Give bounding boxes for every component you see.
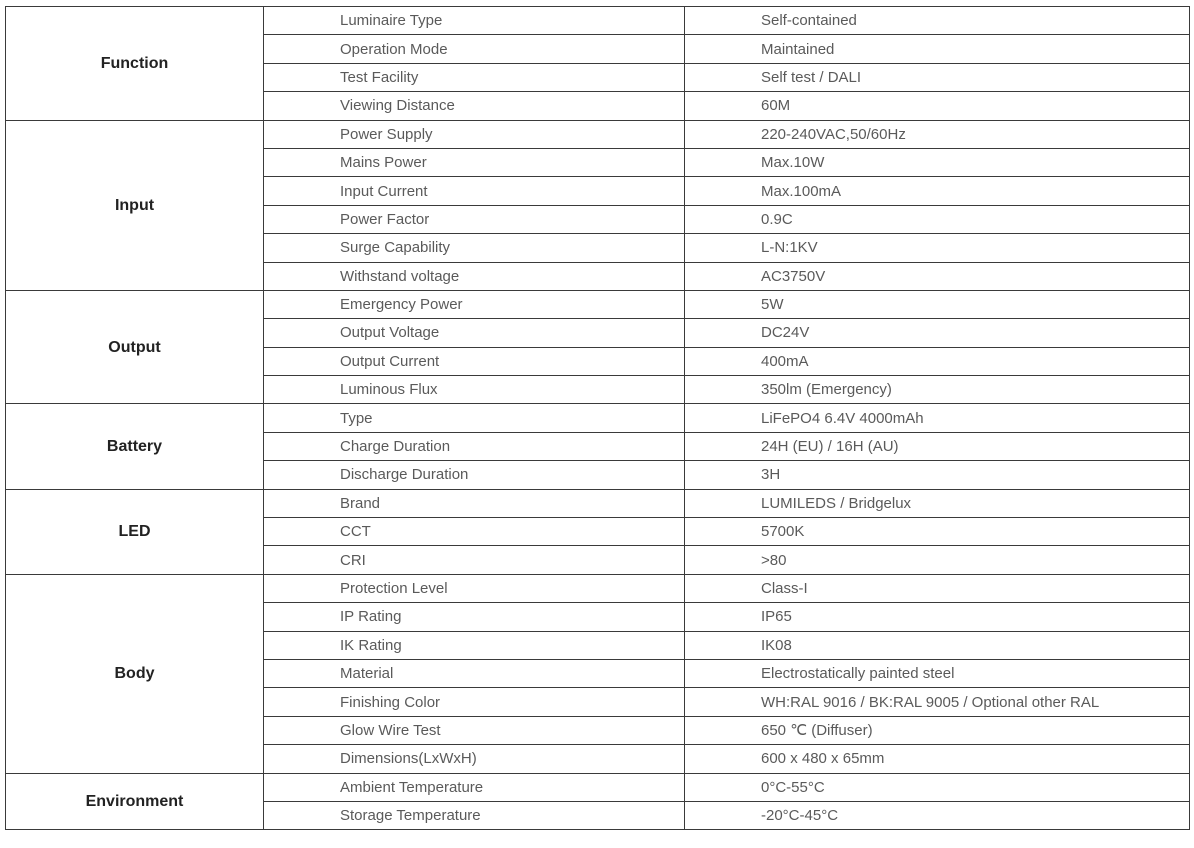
group-label: Output (6, 290, 264, 404)
parameter-name: Type (264, 404, 685, 432)
parameter-name: CCT (264, 518, 685, 546)
parameter-name: Ambient Temperature (264, 773, 685, 801)
parameter-value: 0.9C (685, 205, 1190, 233)
parameter-value: Max.100mA (685, 177, 1190, 205)
parameter-name: Viewing Distance (264, 92, 685, 120)
parameter-value: 650 ℃ (Diffuser) (685, 716, 1190, 744)
parameter-value: 60M (685, 92, 1190, 120)
parameter-name: Luminaire Type (264, 7, 685, 35)
table-row (6, 120, 1190, 148)
group-label: Body (6, 574, 264, 773)
parameter-name: Test Facility (264, 63, 685, 91)
parameter-value: >80 (685, 546, 1190, 574)
parameter-name: Storage Temperature (264, 801, 685, 829)
parameter-value: 5W (685, 290, 1190, 318)
parameter-value: 220-240VAC,50/60Hz (685, 120, 1190, 148)
group-label: Environment (6, 773, 264, 830)
parameter-name: Emergency Power (264, 290, 685, 318)
parameter-value: Self-contained (685, 7, 1190, 35)
parameter-name: IK Rating (264, 631, 685, 659)
parameter-value: DC24V (685, 319, 1190, 347)
table-row (6, 773, 1190, 801)
group-label: Function (6, 7, 264, 121)
parameter-value: Self test / DALI (685, 63, 1190, 91)
parameter-value: LiFePO4 6.4V 4000mAh (685, 404, 1190, 432)
parameter-name: Discharge Duration (264, 461, 685, 489)
parameter-value: Class-I (685, 574, 1190, 602)
parameter-value: Maintained (685, 35, 1190, 63)
parameter-value: Electrostatically painted steel (685, 659, 1190, 687)
parameter-value: L-N:1KV (685, 234, 1190, 262)
parameter-value: IK08 (685, 631, 1190, 659)
table-row (6, 290, 1190, 318)
table-row (6, 574, 1190, 602)
group-label: LED (6, 489, 264, 574)
parameter-value: IP65 (685, 603, 1190, 631)
group-label: Input (6, 120, 264, 290)
parameter-name: Power Supply (264, 120, 685, 148)
parameter-value: 5700K (685, 518, 1190, 546)
parameter-name: Mains Power (264, 148, 685, 176)
parameter-value: WH:RAL 9016 / BK:RAL 9005 / Optional other RAL (685, 688, 1190, 716)
parameter-name: Input Current (264, 177, 685, 205)
table-row (6, 489, 1190, 517)
parameter-name: Finishing Color (264, 688, 685, 716)
group-label: Battery (6, 404, 264, 489)
parameter-name: Output Voltage (264, 319, 685, 347)
parameter-name: Charge Duration (264, 432, 685, 460)
parameter-value: Max.10W (685, 148, 1190, 176)
parameter-name: Dimensions(LxWxH) (264, 745, 685, 773)
parameter-value: 600 x 480 x 65mm (685, 745, 1190, 773)
spec-table (5, 6, 1190, 830)
parameter-name: Material (264, 659, 685, 687)
parameter-name: Protection Level (264, 574, 685, 602)
parameter-name: Withstand voltage (264, 262, 685, 290)
table-row (6, 404, 1190, 432)
table-row (6, 7, 1190, 35)
parameter-value: AC3750V (685, 262, 1190, 290)
parameter-value: 0°C-55°C (685, 773, 1190, 801)
parameter-name: Brand (264, 489, 685, 517)
parameter-name: CRI (264, 546, 685, 574)
parameter-value: 350lm (Emergency) (685, 376, 1190, 404)
parameter-name: Glow Wire Test (264, 716, 685, 744)
parameter-value: 24H (EU) / 16H (AU) (685, 432, 1190, 460)
parameter-value: LUMILEDS / Bridgelux (685, 489, 1190, 517)
spec-table-body (6, 7, 1190, 830)
parameter-name: Output Current (264, 347, 685, 375)
parameter-name: Operation Mode (264, 35, 685, 63)
parameter-name: IP Rating (264, 603, 685, 631)
parameter-value: 3H (685, 461, 1190, 489)
parameter-name: Power Factor (264, 205, 685, 233)
parameter-name: Luminous Flux (264, 376, 685, 404)
parameter-name: Surge Capability (264, 234, 685, 262)
parameter-value: 400mA (685, 347, 1190, 375)
parameter-value: -20°C-45°C (685, 801, 1190, 829)
